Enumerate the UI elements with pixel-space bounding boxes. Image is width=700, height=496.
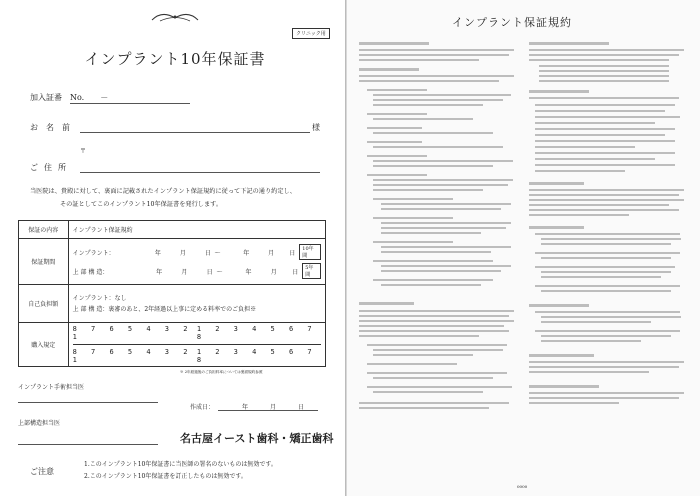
tooth-row-upper bbox=[73, 325, 321, 345]
notice-label: ご注意 bbox=[30, 467, 54, 476]
content-value: インプラント保証規約 bbox=[68, 221, 325, 239]
terms-title: インプラント保証規約 bbox=[452, 16, 572, 29]
certificate-title: インプラント10年保証書 bbox=[84, 50, 266, 68]
day-text: 日 bbox=[289, 249, 296, 257]
table-footnote: ※ 2年経過後のご負担料率については裏面規約参照 bbox=[180, 370, 263, 374]
year-text: 年 bbox=[245, 268, 252, 276]
zip-mark: 〒 bbox=[80, 148, 87, 155]
period-head: 保証期間 bbox=[19, 239, 69, 285]
ornament-icon bbox=[150, 8, 200, 24]
month-text: 月 bbox=[179, 249, 186, 257]
warranty-table bbox=[18, 220, 326, 367]
dash-text: ～ bbox=[216, 268, 223, 276]
created-label: 作成日： bbox=[190, 404, 215, 411]
implant-period-label: インプラント： bbox=[72, 249, 115, 257]
self-pay-implant: インプラント：なし bbox=[72, 294, 127, 302]
clinic-use-badge: クリニック用 bbox=[292, 28, 330, 39]
tooth-nums-lower-left[interactable]: 1 2 3 4 5 6 7 8 bbox=[196, 348, 317, 364]
intro-text-2: その証としてこのインプラント10年保証書を発行します。 bbox=[60, 201, 223, 208]
content-head: 保証の内容 bbox=[19, 221, 69, 239]
year-text: 年 bbox=[243, 249, 250, 257]
period-cell bbox=[68, 239, 325, 285]
notice-line-2: 2.このインプラント10年保証書を訂正したものは無効です。 bbox=[84, 473, 247, 480]
tooth-nums-lower-right[interactable]: 8 7 6 5 4 3 2 1 bbox=[72, 348, 193, 364]
created-year: 年 bbox=[242, 404, 249, 411]
name-suffix: 様 bbox=[312, 123, 320, 132]
created-month: 月 bbox=[270, 404, 277, 411]
upper-dentist-signature-field[interactable] bbox=[18, 444, 158, 445]
warranty-terms-page bbox=[347, 0, 700, 496]
year-text: 年 bbox=[156, 268, 163, 276]
dash-text: ～ bbox=[214, 249, 221, 257]
notice-line-1: 1.このインプラント10年保証書に当医師の署名のないものは無効です。 bbox=[84, 461, 277, 468]
created-date-field[interactable] bbox=[218, 410, 318, 411]
cert-no-field[interactable]: No. － bbox=[70, 92, 190, 104]
day-text: 日 bbox=[204, 249, 211, 257]
clinic-logo: 名古屋イースト歯科・矯正歯科 bbox=[180, 432, 334, 445]
month-text: 月 bbox=[181, 268, 188, 276]
upper-period-row bbox=[73, 266, 321, 277]
terms-text-lines-left bbox=[359, 40, 519, 476]
day-text: 日 bbox=[292, 268, 299, 276]
self-pay-cell bbox=[68, 285, 325, 323]
created-day: 日 bbox=[298, 404, 305, 411]
upper-period-label: 上 部 構 造： bbox=[72, 268, 109, 276]
implant-period-row bbox=[73, 247, 321, 258]
cert-no-label: 加入証番 bbox=[30, 93, 62, 102]
day-text: 日 bbox=[206, 268, 213, 276]
surgeon-label: インプラント手術担当医 bbox=[18, 384, 85, 391]
month-text: 月 bbox=[268, 249, 275, 257]
name-label: お名前 bbox=[30, 123, 78, 132]
terms-text-lines-right bbox=[529, 40, 689, 476]
tooth-row-lower bbox=[73, 345, 321, 364]
name-field[interactable] bbox=[80, 132, 310, 133]
upper-dentist-label: 上部構造担当医 bbox=[18, 420, 61, 427]
month-text: 月 bbox=[270, 268, 277, 276]
tooth-nums-upper-left[interactable]: 1 2 3 4 5 6 7 8 bbox=[196, 325, 317, 341]
surgeon-signature-field[interactable] bbox=[18, 402, 158, 403]
ten-year-badge: 10年間 bbox=[299, 244, 321, 260]
intro-text-1: 当医院は、貴殿に対して、裏面に記載されたインプラント保証規約に従って下記の通り約定し、 bbox=[30, 188, 296, 195]
terms-column-right bbox=[529, 40, 689, 478]
tooth-nums-upper-right[interactable]: 8 7 6 5 4 3 2 1 bbox=[72, 325, 193, 341]
purchase-head: 購入規定 bbox=[19, 323, 69, 367]
terms-column-left bbox=[359, 40, 519, 478]
page-number: 0000 bbox=[517, 484, 528, 489]
tooth-chart-cell bbox=[68, 323, 325, 367]
self-pay-upper: 上 部 構 造：裏審のあと、2年経過以上事に定める料率でのご負担※ bbox=[72, 305, 257, 313]
warranty-certificate-page bbox=[0, 0, 346, 496]
year-text: 年 bbox=[154, 249, 161, 257]
address-label: ご住所 bbox=[30, 163, 72, 172]
self-pay-head: 自己負担額 bbox=[19, 285, 69, 323]
five-year-badge: 5年間 bbox=[302, 263, 321, 279]
address-field[interactable] bbox=[80, 172, 320, 173]
